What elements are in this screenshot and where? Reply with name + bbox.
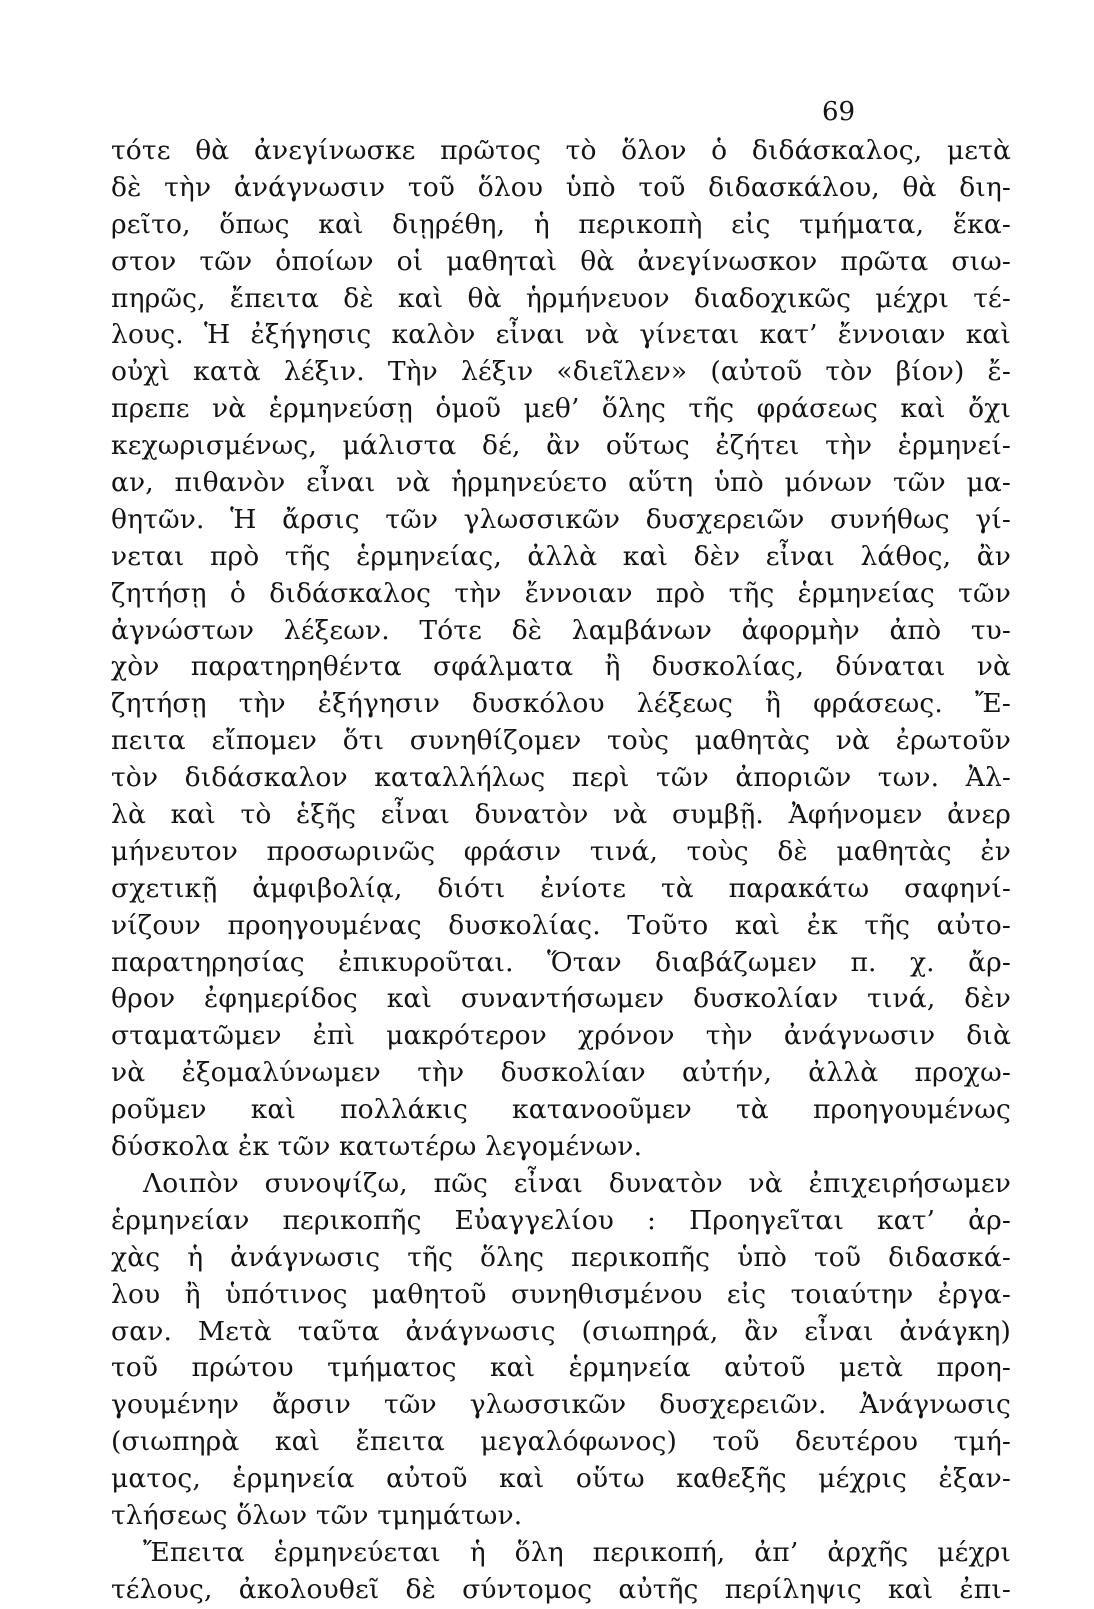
text-line: ροῦμεν καὶ πολλάκις κατανοοῦμεν τὰ προηγουμένως [111,1094,1011,1126]
text-line: πρεπε νὰ ἑρμηνεύσῃ ὁμοῦ μεθ’ ὅλης τῆς φράσεως καὶ ὄχι [111,393,1011,425]
text-line: νὰ ἐξομαλύνωμεν τὴν δυσκολίαν αὐτήν, ἀλλὰ προχω- [111,1057,1011,1089]
text-line: νεται πρὸ τῆς ἑρμηνείας, ἀλλὰ καὶ δὲν εἶναι λάθος, ἂν [111,540,1011,572]
text-line: ζητήσῃ τὴν ἐξήγησιν δυσκόλου λέξεως ἢ φράσεως. Ἔ- [111,688,1011,720]
text-line: θητῶν. Ἡ ἄρσις τῶν γλωσσικῶν δυσχερειῶν συνήθως γί- [111,503,1011,535]
text-line: χὸν παρατηρηθέντα σφάλματα ἢ δυσκολίας, δύναται νὰ [111,651,1011,683]
text-line: ἀγνώστων λέξεων. Τότε δὲ λαμβάνων ἀφορμὴν ἀπὸ τυ- [111,614,1011,646]
text-line: μήνευτον προσωρινῶς φράσιν τινά, τοὺς δὲ μαθητὰς ἐν [111,835,1011,867]
text-line: θρον ἐφημερίδος καὶ συναντήσωμεν δυσκολίαν τινά, δὲν [111,983,1011,1015]
text-line: χὰς ἡ ἀνάγνωσις τῆς ὅλης περικοπῆς ὑπὸ τοῦ διδασκά- [111,1241,1011,1273]
text-line: παρατηρησίας ἐπικυροῦται. Ὅταν διαβάζωμεν π. χ. ἄρ- [111,946,1011,978]
text-line: τλήσεως ὅλων τῶν τμημάτων. [111,1499,523,1531]
text-line: τέλους, ἀκολουθεῖ δὲ σύντομος αὐτῆς περίληψις καὶ ἐπι- [111,1573,1011,1605]
text-line: δύσκολα ἐκ τῶν κατωτέρω λεγομένων. [111,1131,643,1163]
text-line: (σιωπηρὰ καὶ ἔπειτα μεγαλόφωνος) τοῦ δευτέρου τμή- [111,1426,1011,1458]
text-line: σαν. Μετὰ ταῦτα ἀνάγνωσις (σιωπηρά, ἂν εἶναι ἀνάγκη) [111,1315,1011,1347]
text-line: Λοιπὸν συνοψίζω, πῶς εἶναι δυνατὸν νὰ ἐπιχειρήσωμεν [143,1167,1011,1199]
text-line: τὸν διδάσκαλον καταλλήλως περὶ τῶν ἀποριῶν των. Ἀλ- [111,762,1011,794]
text-line: τότε θὰ ἀνεγίνωσκε πρῶτος τὸ ὅλον ὁ διδάσκαλος, μετὰ [111,135,1011,166]
text-line: πειτα εἴπομεν ὅτι συνηθίζομεν τοὺς μαθητὰς νὰ ἐρωτοῦν [111,725,1011,757]
text-line: νίζουν προηγουμένας δυσκολίας. Τοῦτο καὶ ἐκ τῆς αὐτο- [111,909,1011,941]
text-line: λου ἢ ὑπότινος μαθητοῦ συνηθισμένου εἰς τοιαύτην ἐργα- [111,1278,1011,1310]
text-line: στον τῶν ὁποίων οἱ μαθηταὶ θὰ ἀνεγίνωσκον πρῶτα σιω- [111,245,1011,277]
text-line: τοῦ πρώτου τμήματος καὶ ἑρμηνεία αὐτοῦ μετὰ προη- [111,1352,1011,1384]
text-line: Ἔπειτα ἑρμηνεύεται ἡ ὅλη περικοπή, ἀπ’ ἀρχῆς μέχρι [143,1536,1011,1568]
text-line: λους. Ἡ ἐξήγησις καλὸν εἶναι νὰ γίνεται κατ’ ἔννοιαν καὶ [111,319,1011,351]
text-line: ζητήσῃ ὁ διδάσκαλος τὴν ἔννοιαν πρὸ τῆς ἑρμηνείας τῶν [111,577,1011,609]
text-line: γουμένην ἄρσιν τῶν γλωσσικῶν δυσχερειῶν. Ἀνάγνωσις [111,1389,1011,1421]
text-line: αν, πιθανὸν εἶναι νὰ ἡρμηνεύετο αὕτη ὑπὸ μόνων τῶν μα- [111,467,1011,499]
text-line: δὲ τὴν ἀνάγνωσιν τοῦ ὅλου ὑπὸ τοῦ διδασκάλου, θὰ διη- [111,171,1011,203]
text-line: κεχωρισμένως, μάλιστα δέ, ἂν οὕτως ἐζήτει τὴν ἑρμηνεί- [111,430,1011,462]
text-line: πηρῶς, ἔπειτα δὲ καὶ θὰ ἡρμήνευον διαδοχικῶς μέχρι τέ- [111,282,1011,314]
text-line: σχετικῇ ἀμφιβολίᾳ, διότι ἐνίοτε τὰ παρακάτω σαφηνί- [111,872,1011,904]
page-number: 69 [822,97,856,127]
text-line: ρεῖτο, ὅπως καὶ διῃρέθη, ἡ περικοπὴ εἰς τμήματα, ἕκα- [111,208,1011,240]
text-line: ἑρμηνείαν περικοπῆς Εὐαγγελίου : Προηγεῖται κατ’ ἀρ- [111,1204,1011,1236]
text-line: οὐχὶ κατὰ λέξιν. Τὴν λέξιν «διεῖλεν» (αὐτοῦ τὸν βίον) ἔ- [111,356,1011,388]
text-line: σταματῶμεν ἐπὶ μακρότερον χρόνον τὴν ἀνάγνωσιν διὰ [111,1020,1011,1052]
body-text [111,133,1011,1609]
text-line: λὰ καὶ τὸ ἑξῆς εἶναι δυνατὸν νὰ συμβῇ. Ἀφήνομεν ἀνερ [111,799,1011,831]
text-line: ματος, ἑρμηνεία αὐτοῦ καὶ οὕτω καθεξῆς μέχρις ἐξαν- [111,1463,1011,1495]
